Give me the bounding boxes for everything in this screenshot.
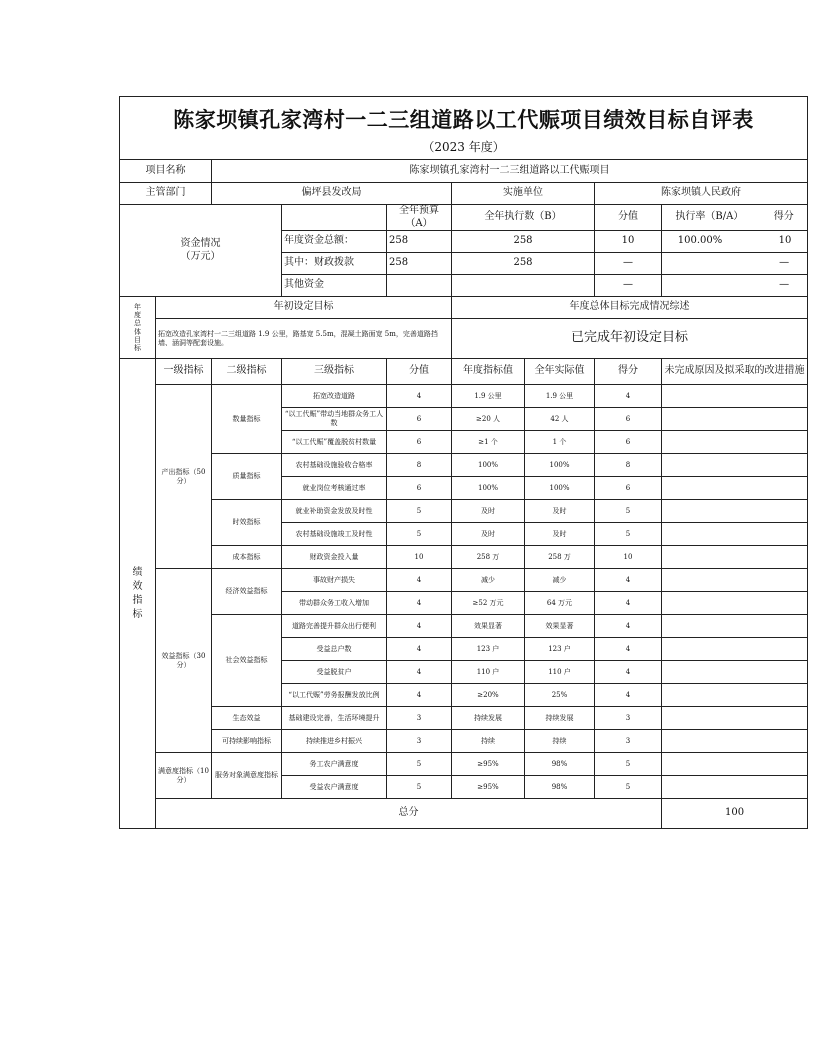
kpi-target: 258 万 bbox=[452, 546, 525, 569]
kpi-score: 4 bbox=[595, 569, 662, 592]
kpi-actual: 123 户 bbox=[525, 638, 595, 661]
kpi-actual: 1 个 bbox=[525, 431, 595, 454]
kpi-value: 3 bbox=[387, 730, 452, 753]
kpi-score: 5 bbox=[595, 523, 662, 546]
kpi-level3: 受益农户满意度 bbox=[282, 776, 387, 799]
kpi-reason bbox=[662, 408, 808, 431]
funds-row-name: 其他资金 bbox=[282, 275, 387, 297]
kpi-level3: 道路完善提升群众出行便利 bbox=[282, 615, 387, 638]
kpi-level3: 受益总户数 bbox=[282, 638, 387, 661]
kpi-level2: 质量指标 bbox=[212, 454, 282, 500]
kpi-level2: 数量指标 bbox=[212, 385, 282, 454]
kpi-target: 1.9 公里 bbox=[452, 385, 525, 408]
kpi-actual: 64 万元 bbox=[525, 592, 595, 615]
annual-goal-done-label: 年度总体目标完成情况综述 bbox=[452, 297, 808, 319]
kpi-target: ≥95% bbox=[452, 753, 525, 776]
kpi-score: 8 bbox=[595, 454, 662, 477]
kpi-level3: 事故财产损失 bbox=[282, 569, 387, 592]
annual-goal-side-label: 年度总体目标 bbox=[120, 297, 156, 359]
kpi-level2: 可持续影响指标 bbox=[212, 730, 282, 753]
funds-header-score-value: 分值 bbox=[595, 205, 662, 231]
kpi-level3: 财政资金投入量 bbox=[282, 546, 387, 569]
kpi-score: 10 bbox=[595, 546, 662, 569]
kpi-row bbox=[120, 546, 808, 569]
kpi-row bbox=[120, 454, 808, 477]
kpi-row bbox=[120, 569, 808, 592]
kpi-level3: “以工代赈”覆盖脱贫村数量 bbox=[282, 431, 387, 454]
report-year: （2023 年度） bbox=[422, 139, 505, 154]
funds-header-score: 得分 bbox=[773, 211, 794, 223]
kpi-value: 4 bbox=[387, 569, 452, 592]
funds-header-budget: 全年预算（A） bbox=[387, 205, 452, 231]
kpi-row bbox=[120, 500, 808, 523]
kpi-reason bbox=[662, 638, 808, 661]
kpi-level3: 就业补助资金发放及时性 bbox=[282, 500, 387, 523]
kpi-target: ≥20% bbox=[452, 684, 525, 707]
total-value: 100 bbox=[662, 799, 808, 829]
kpi-reason bbox=[662, 730, 808, 753]
kpi-actual: 持续 bbox=[525, 730, 595, 753]
kpi-value: 4 bbox=[387, 592, 452, 615]
kpi-reason bbox=[662, 661, 808, 684]
kpi-header-value: 分值 bbox=[387, 359, 452, 385]
funds-row-executed: 258 bbox=[452, 253, 595, 275]
kpi-actual: 及时 bbox=[525, 500, 595, 523]
kpi-value: 4 bbox=[387, 684, 452, 707]
kpi-reason bbox=[662, 477, 808, 500]
kpi-target: 100% bbox=[452, 477, 525, 500]
kpi-reason bbox=[662, 707, 808, 730]
kpi-actual: 持续发展 bbox=[525, 707, 595, 730]
kpi-actual: 110 户 bbox=[525, 661, 595, 684]
kpi-score: 3 bbox=[595, 707, 662, 730]
funds-row-budget bbox=[387, 275, 452, 297]
funds-header-rate: 执行率（B/A） bbox=[675, 211, 744, 223]
funds-row-executed: 258 bbox=[452, 231, 595, 253]
kpi-score: 4 bbox=[595, 385, 662, 408]
kpi-target: 及时 bbox=[452, 500, 525, 523]
kpi-reason bbox=[662, 615, 808, 638]
funds-row-budget: 258 bbox=[387, 253, 452, 275]
kpi-level2: 服务对象满意度指标 bbox=[212, 753, 282, 799]
kpi-reason bbox=[662, 431, 808, 454]
kpi-level3: “以工代赈”劳务报酬发放比例 bbox=[282, 684, 387, 707]
kpi-level3: 农村基础设施验收合格率 bbox=[282, 454, 387, 477]
kpi-target: 及时 bbox=[452, 523, 525, 546]
funds-row-name: 其中：财政拨款 bbox=[282, 253, 387, 275]
kpi-actual: 减少 bbox=[525, 569, 595, 592]
kpi-reason bbox=[662, 776, 808, 799]
kpi-level3: 带动群众务工收入增加 bbox=[282, 592, 387, 615]
kpi-value: 5 bbox=[387, 776, 452, 799]
kpi-reason bbox=[662, 500, 808, 523]
funds-label: 资金情况 bbox=[180, 238, 221, 249]
kpi-score: 4 bbox=[595, 638, 662, 661]
kpi-actual: 效果显著 bbox=[525, 615, 595, 638]
kpi-row bbox=[120, 385, 808, 408]
unit-value: 陈家坝镇人民政府 bbox=[595, 183, 808, 205]
kpi-level3: 务工农户满意度 bbox=[282, 753, 387, 776]
kpi-target: ≥20 人 bbox=[452, 408, 525, 431]
funds-row-executed bbox=[452, 275, 595, 297]
funds-label-cell bbox=[120, 205, 282, 297]
kpi-row bbox=[120, 615, 808, 638]
kpi-level2: 成本指标 bbox=[212, 546, 282, 569]
kpi-reason bbox=[662, 684, 808, 707]
kpi-value: 6 bbox=[387, 477, 452, 500]
kpi-level3: 持续推进乡村振兴 bbox=[282, 730, 387, 753]
kpi-row bbox=[120, 707, 808, 730]
kpi-score: 5 bbox=[595, 500, 662, 523]
kpi-value: 4 bbox=[387, 661, 452, 684]
kpi-level3: “以工代赈”带动当地群众务工人数 bbox=[282, 408, 387, 431]
kpi-score: 4 bbox=[595, 684, 662, 707]
kpi-target: 持续 bbox=[452, 730, 525, 753]
project-name-label: 项目名称 bbox=[120, 160, 212, 183]
kpi-score: 5 bbox=[595, 753, 662, 776]
annual-goal-set-label: 年初设定目标 bbox=[156, 297, 452, 319]
kpi-row bbox=[120, 753, 808, 776]
kpi-header-target: 年度指标值 bbox=[452, 359, 525, 385]
kpi-level3: 拓宽改造道路 bbox=[282, 385, 387, 408]
kpi-score: 6 bbox=[595, 408, 662, 431]
kpi-reason bbox=[662, 385, 808, 408]
kpi-target: ≥52 万元 bbox=[452, 592, 525, 615]
kpi-value: 5 bbox=[387, 753, 452, 776]
kpi-score: 6 bbox=[595, 431, 662, 454]
dept-value: 偏坪县发改局 bbox=[212, 183, 452, 205]
kpi-actual: 98% bbox=[525, 776, 595, 799]
page-title: 陈家坝镇孔家湾村一二三组道路以工代赈项目绩效目标自评表 bbox=[173, 108, 754, 133]
kpi-actual: 258 万 bbox=[525, 546, 595, 569]
kpi-value: 4 bbox=[387, 385, 452, 408]
kpi-target: ≥1 个 bbox=[452, 431, 525, 454]
funds-header-executed: 全年执行数（B） bbox=[452, 205, 595, 231]
kpi-level3: 受益脱贫户 bbox=[282, 661, 387, 684]
funds-row-score-value: — bbox=[595, 275, 662, 297]
evaluation-table bbox=[119, 96, 808, 829]
kpi-value: 8 bbox=[387, 454, 452, 477]
kpi-level1: 满意度指标（10 分） bbox=[156, 753, 212, 799]
kpi-score: 4 bbox=[595, 592, 662, 615]
kpi-score: 4 bbox=[595, 661, 662, 684]
kpi-score: 5 bbox=[595, 776, 662, 799]
kpi-value: 4 bbox=[387, 615, 452, 638]
annual-goal-done-text: 已完成年初设定目标 bbox=[452, 319, 808, 359]
self-evaluation-form bbox=[119, 96, 807, 829]
kpi-target: 持续发展 bbox=[452, 707, 525, 730]
kpi-value: 6 bbox=[387, 408, 452, 431]
kpi-value: 5 bbox=[387, 523, 452, 546]
unit-label: 实施单位 bbox=[452, 183, 595, 205]
kpi-actual: 及时 bbox=[525, 523, 595, 546]
kpi-target: 123 户 bbox=[452, 638, 525, 661]
kpi-level3: 农村基础设施竣工及时性 bbox=[282, 523, 387, 546]
funds-row-rate-score bbox=[662, 253, 808, 275]
kpi-header-actual: 全年实际值 bbox=[525, 359, 595, 385]
funds-row-score: 10 bbox=[778, 235, 792, 247]
kpi-score: 6 bbox=[595, 477, 662, 500]
funds-row-rate-score bbox=[662, 231, 808, 253]
kpi-score: 3 bbox=[595, 730, 662, 753]
kpi-target: 100% bbox=[452, 454, 525, 477]
funds-row-budget: 258 bbox=[387, 231, 452, 253]
funds-row-score-value: — bbox=[595, 253, 662, 275]
funds-row-score: — bbox=[779, 257, 790, 269]
total-label: 总分 bbox=[156, 799, 662, 829]
kpi-side-label: 绩效指标 bbox=[120, 359, 156, 829]
kpi-level2: 时效指标 bbox=[212, 500, 282, 546]
kpi-level1: 产出指标（50 分） bbox=[156, 385, 212, 569]
kpi-row bbox=[120, 730, 808, 753]
kpi-reason bbox=[662, 592, 808, 615]
kpi-header-score: 得分 bbox=[595, 359, 662, 385]
kpi-header-level1: 一级指标 bbox=[156, 359, 212, 385]
kpi-reason bbox=[662, 523, 808, 546]
annual-goal-set-text: 拓宽改造孔家湾村一二三组道路 1.9 公里，路基宽 5.5m，混凝土路面宽 5m，完善道路挡墙、涵洞等配套设施。 bbox=[156, 319, 452, 359]
funds-row-name: 年度资金总额： bbox=[282, 231, 387, 253]
kpi-level2: 生态效益 bbox=[212, 707, 282, 730]
kpi-reason bbox=[662, 546, 808, 569]
kpi-reason bbox=[662, 569, 808, 592]
funds-header-blank bbox=[282, 205, 387, 231]
kpi-value: 6 bbox=[387, 431, 452, 454]
kpi-value: 4 bbox=[387, 638, 452, 661]
kpi-actual: 100% bbox=[525, 454, 595, 477]
kpi-target: 110 户 bbox=[452, 661, 525, 684]
funds-row-score-value: 10 bbox=[595, 231, 662, 253]
kpi-score: 4 bbox=[595, 615, 662, 638]
kpi-actual: 100% bbox=[525, 477, 595, 500]
kpi-reason bbox=[662, 753, 808, 776]
kpi-reason bbox=[662, 454, 808, 477]
kpi-target: 效果显著 bbox=[452, 615, 525, 638]
kpi-target: 减少 bbox=[452, 569, 525, 592]
kpi-actual: 1.9 公里 bbox=[525, 385, 595, 408]
title-block bbox=[120, 97, 808, 160]
kpi-value: 3 bbox=[387, 707, 452, 730]
kpi-value: 10 bbox=[387, 546, 452, 569]
kpi-actual: 98% bbox=[525, 753, 595, 776]
kpi-level2: 社会效益指标 bbox=[212, 615, 282, 707]
kpi-header-level3: 三级指标 bbox=[282, 359, 387, 385]
project-name-value: 陈家坝镇孔家湾村一二三组道路以工代赈项目 bbox=[212, 160, 808, 183]
funds-header-rate-score bbox=[662, 205, 808, 231]
kpi-level3: 就业岗位考核通过率 bbox=[282, 477, 387, 500]
kpi-header-reason: 未完成原因及拟采取的改进措施 bbox=[662, 359, 808, 385]
kpi-level1: 效益指标（30 分） bbox=[156, 569, 212, 753]
dept-label: 主管部门 bbox=[120, 183, 212, 205]
funds-row-rate-score bbox=[662, 275, 808, 297]
kpi-value: 5 bbox=[387, 500, 452, 523]
funds-row-rate: 100.00% bbox=[677, 235, 723, 247]
kpi-level3: 基础建设完善，生活环境提升 bbox=[282, 707, 387, 730]
kpi-level2: 经济效益指标 bbox=[212, 569, 282, 615]
kpi-actual: 42 人 bbox=[525, 408, 595, 431]
funds-row-score: — bbox=[779, 279, 790, 291]
kpi-target: ≥95% bbox=[452, 776, 525, 799]
kpi-actual: 25% bbox=[525, 684, 595, 707]
kpi-header-level2: 二级指标 bbox=[212, 359, 282, 385]
funds-unit: （万元） bbox=[180, 250, 221, 262]
